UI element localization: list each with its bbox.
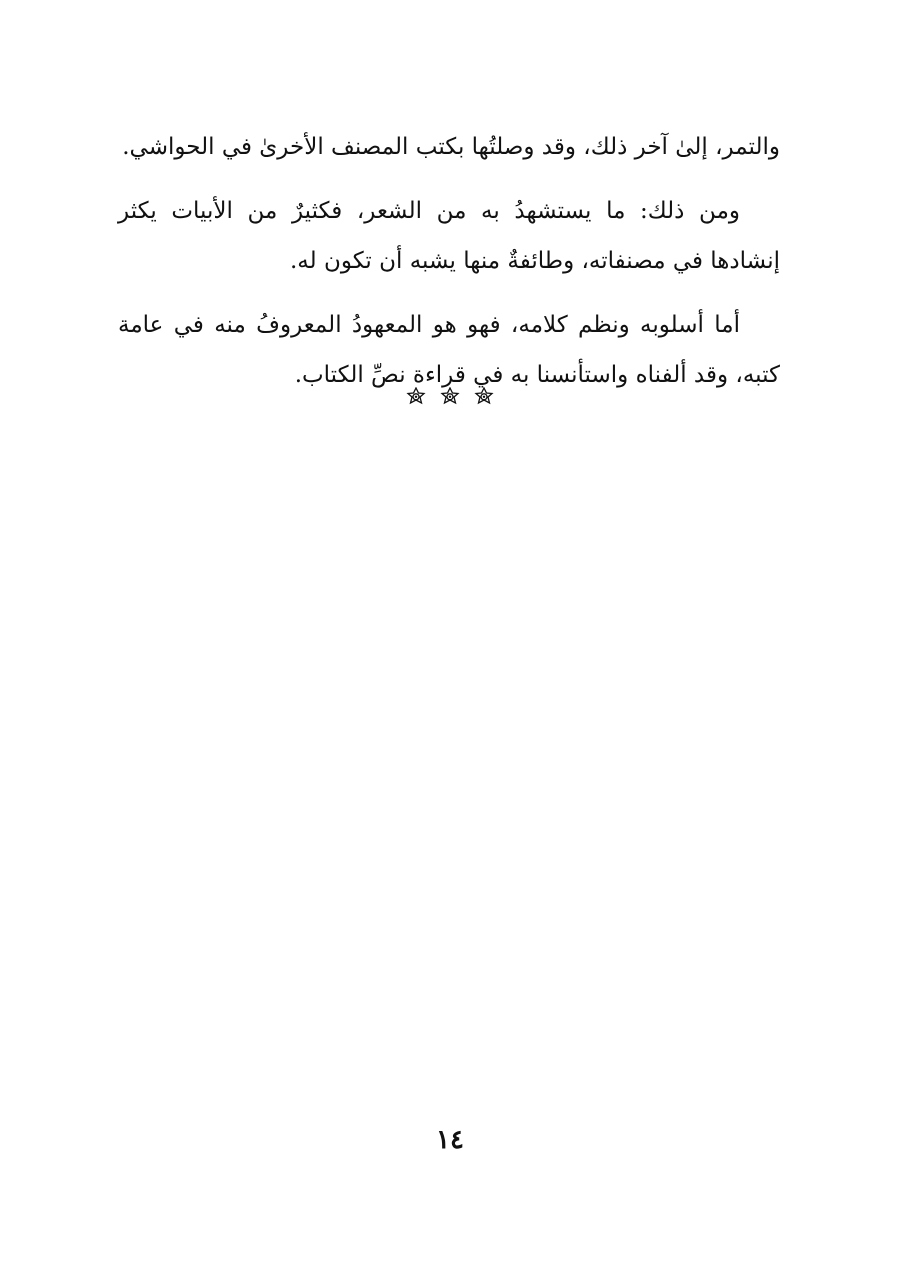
section-divider bbox=[0, 387, 900, 407]
paragraph-1: والتمر، إلىٰ آخر ذلك، وقد وصلتُها بكتب المصنف الأخرىٰ في الحواشي. bbox=[122, 134, 780, 160]
paragraph-2: ومن ذلك: ما يستشهدُ به من الشعر، فكثيرٌ من الأبيات يكثر إنشادها في مصنفاته، وطائفةٌ منها يشبه أن تكون له. bbox=[118, 198, 780, 274]
paragraph-3: أما أسلوبه ونظم كلامه، فهو هو المعهودُ المعروفُ منه في عامة كتبه، وقد ألفناه واستأنسنا به في قراءة نصِّ الكتاب. bbox=[118, 312, 780, 388]
flower-ornament-icon bbox=[474, 387, 494, 407]
page-number: ١٤ bbox=[436, 1125, 464, 1155]
body-text bbox=[118, 122, 780, 414]
flower-ornament-icon bbox=[406, 387, 426, 407]
flower-ornament-icon bbox=[440, 387, 460, 407]
